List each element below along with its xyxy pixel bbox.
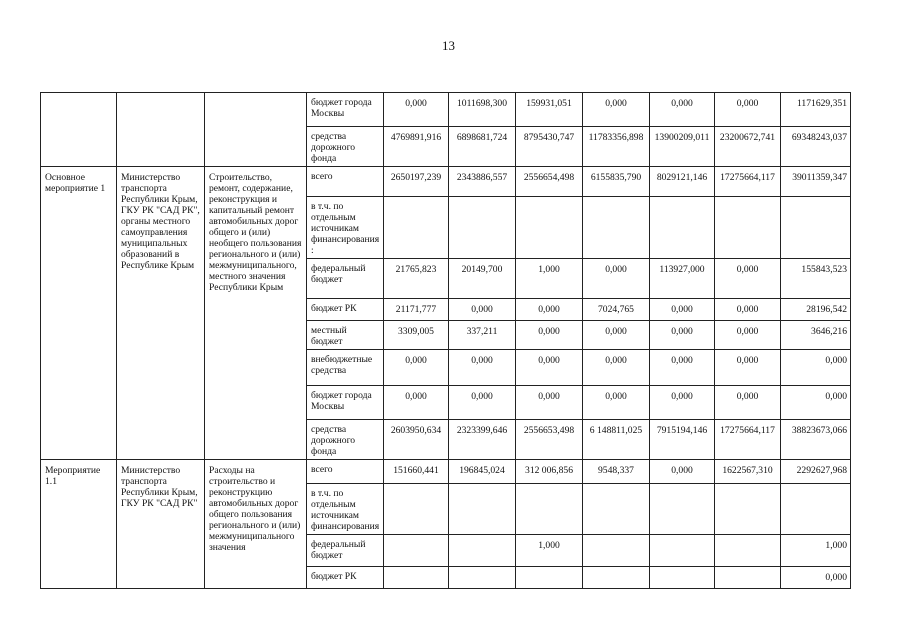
funding-source-cell: в т.ч. по отдельным источникам финансирования: (307, 197, 384, 259)
value-cell (516, 484, 583, 535)
value-cell: 6898681,724 (449, 127, 516, 167)
value-cell: 0,000 (650, 321, 715, 350)
value-cell (583, 197, 650, 259)
value-cell: 2650197,239 (384, 167, 449, 197)
description-cell (205, 93, 307, 167)
value-cell (583, 567, 650, 589)
value-cell: 2323399,646 (449, 420, 516, 460)
value-cell (781, 197, 851, 259)
value-cell (715, 484, 781, 535)
executor-cell: Министерство транспорта Республики Крым, ГКУ РК "САД РК", органы местного самоуправления муниципальных образований в Республике Крым (117, 167, 205, 460)
value-cell: 1,000 (516, 535, 583, 567)
value-cell: 23200672,741 (715, 127, 781, 167)
value-cell: 21171,777 (384, 299, 449, 321)
funding-source-cell: всего (307, 167, 384, 197)
value-cell: 2603950,634 (384, 420, 449, 460)
description-cell: Строительство, ремонт, содержание, реконструкция и капитальный ремонт автомобильных дорог общего и (или) необщего пользования регионального и (или) межмуниципального, местного значения Республики Крым (205, 167, 307, 460)
description-cell: Расходы на строительство и реконструкцию автомобильных дорог общего пользования регионального и (или) межмуниципального значения (205, 460, 307, 589)
event-name-cell: Основное мероприятие 1 (41, 167, 117, 460)
value-cell: 17275664,117 (715, 420, 781, 460)
funding-source-cell: внебюджетные средства (307, 350, 384, 386)
value-cell: 4769891,916 (384, 127, 449, 167)
value-cell: 1622567,310 (715, 460, 781, 484)
value-cell: 151660,441 (384, 460, 449, 484)
funding-source-cell: бюджет города Москвы (307, 93, 384, 127)
value-cell: 0,000 (449, 386, 516, 420)
value-cell: 0,000 (650, 350, 715, 386)
value-cell (583, 535, 650, 567)
table-row (41, 167, 851, 197)
value-cell (449, 567, 516, 589)
value-cell: 1,000 (781, 535, 851, 567)
value-cell: 6 148811,025 (583, 420, 650, 460)
value-cell: 2292627,968 (781, 460, 851, 484)
value-cell: 0,000 (583, 93, 650, 127)
value-cell: 0,000 (516, 386, 583, 420)
value-cell: 0,000 (583, 321, 650, 350)
funding-source-cell: бюджет города Москвы (307, 386, 384, 420)
value-cell: 0,000 (650, 386, 715, 420)
value-cell (650, 567, 715, 589)
table-row (41, 460, 851, 484)
value-cell: 0,000 (781, 386, 851, 420)
value-cell: 0,000 (583, 350, 650, 386)
executor-cell (117, 93, 205, 167)
value-cell: 0,000 (583, 386, 650, 420)
value-cell: 0,000 (715, 259, 781, 299)
value-cell (650, 197, 715, 259)
funding-source-cell: местный бюджет (307, 321, 384, 350)
value-cell: 39011359,347 (781, 167, 851, 197)
value-cell: 0,000 (650, 93, 715, 127)
value-cell: 0,000 (384, 386, 449, 420)
value-cell (384, 535, 449, 567)
value-cell: 7024,765 (583, 299, 650, 321)
value-cell (516, 197, 583, 259)
value-cell: 8029121,146 (650, 167, 715, 197)
value-cell: 0,000 (449, 299, 516, 321)
value-cell: 28196,542 (781, 299, 851, 321)
value-cell (781, 484, 851, 535)
value-cell: 3646,216 (781, 321, 851, 350)
funding-source-cell: средства дорожного фонда (307, 420, 384, 460)
value-cell: 20149,700 (449, 259, 516, 299)
value-cell: 155843,523 (781, 259, 851, 299)
value-cell: 69348243,037 (781, 127, 851, 167)
value-cell: 2343886,557 (449, 167, 516, 197)
budget-table (40, 92, 851, 589)
value-cell: 17275664,117 (715, 167, 781, 197)
value-cell: 0,000 (650, 299, 715, 321)
funding-source-cell: федеральный бюджет (307, 535, 384, 567)
table-row (41, 93, 851, 127)
value-cell: 0,000 (516, 321, 583, 350)
value-cell: 0,000 (781, 567, 851, 589)
value-cell (384, 197, 449, 259)
funding-source-cell: средства дорожного фонда (307, 127, 384, 167)
funding-source-cell: всего (307, 460, 384, 484)
value-cell (650, 535, 715, 567)
value-cell: 0,000 (715, 299, 781, 321)
value-cell (449, 535, 516, 567)
value-cell: 0,000 (715, 321, 781, 350)
value-cell: 0,000 (715, 386, 781, 420)
value-cell: 21765,823 (384, 259, 449, 299)
value-cell (715, 197, 781, 259)
value-cell: 312 006,856 (516, 460, 583, 484)
value-cell (715, 535, 781, 567)
value-cell: 0,000 (516, 350, 583, 386)
value-cell: 113927,000 (650, 259, 715, 299)
executor-cell: Министерство транспорта Республики Крым, ГКУ РК "САД РК" (117, 460, 205, 589)
value-cell: 0,000 (449, 350, 516, 386)
value-cell (650, 484, 715, 535)
value-cell: 0,000 (384, 93, 449, 127)
value-cell (516, 567, 583, 589)
value-cell: 9548,337 (583, 460, 650, 484)
value-cell: 8795430,747 (516, 127, 583, 167)
value-cell: 0,000 (650, 460, 715, 484)
value-cell (449, 197, 516, 259)
value-cell: 1011698,300 (449, 93, 516, 127)
value-cell: 159931,051 (516, 93, 583, 127)
page-number: 13 (442, 38, 455, 53)
value-cell: 0,000 (384, 350, 449, 386)
value-cell: 0,000 (583, 259, 650, 299)
value-cell: 2556653,498 (516, 420, 583, 460)
value-cell: 0,000 (715, 93, 781, 127)
value-cell: 38823673,066 (781, 420, 851, 460)
value-cell: 337,211 (449, 321, 516, 350)
value-cell: 1,000 (516, 259, 583, 299)
value-cell (583, 484, 650, 535)
value-cell: 11783356,898 (583, 127, 650, 167)
value-cell: 7915194,146 (650, 420, 715, 460)
value-cell: 2556654,498 (516, 167, 583, 197)
value-cell: 0,000 (781, 350, 851, 386)
event-cell (41, 93, 117, 167)
value-cell: 6155835,790 (583, 167, 650, 197)
value-cell (384, 567, 449, 589)
event-name-cell: Мероприятие 1.1 (41, 460, 117, 589)
value-cell: 0,000 (516, 299, 583, 321)
funding-source-cell: бюджет РК (307, 299, 384, 321)
value-cell: 196845,024 (449, 460, 516, 484)
funding-source-cell: федеральный бюджет (307, 259, 384, 299)
value-cell: 3309,005 (384, 321, 449, 350)
value-cell: 0,000 (715, 350, 781, 386)
value-cell: 13900209,011 (650, 127, 715, 167)
value-cell (449, 484, 516, 535)
funding-source-cell: бюджет РК (307, 567, 384, 589)
value-cell: 1171629,351 (781, 93, 851, 127)
funding-source-cell: в т.ч. по отдельным источникам финансирования (307, 484, 384, 535)
value-cell (715, 567, 781, 589)
value-cell (384, 484, 449, 535)
